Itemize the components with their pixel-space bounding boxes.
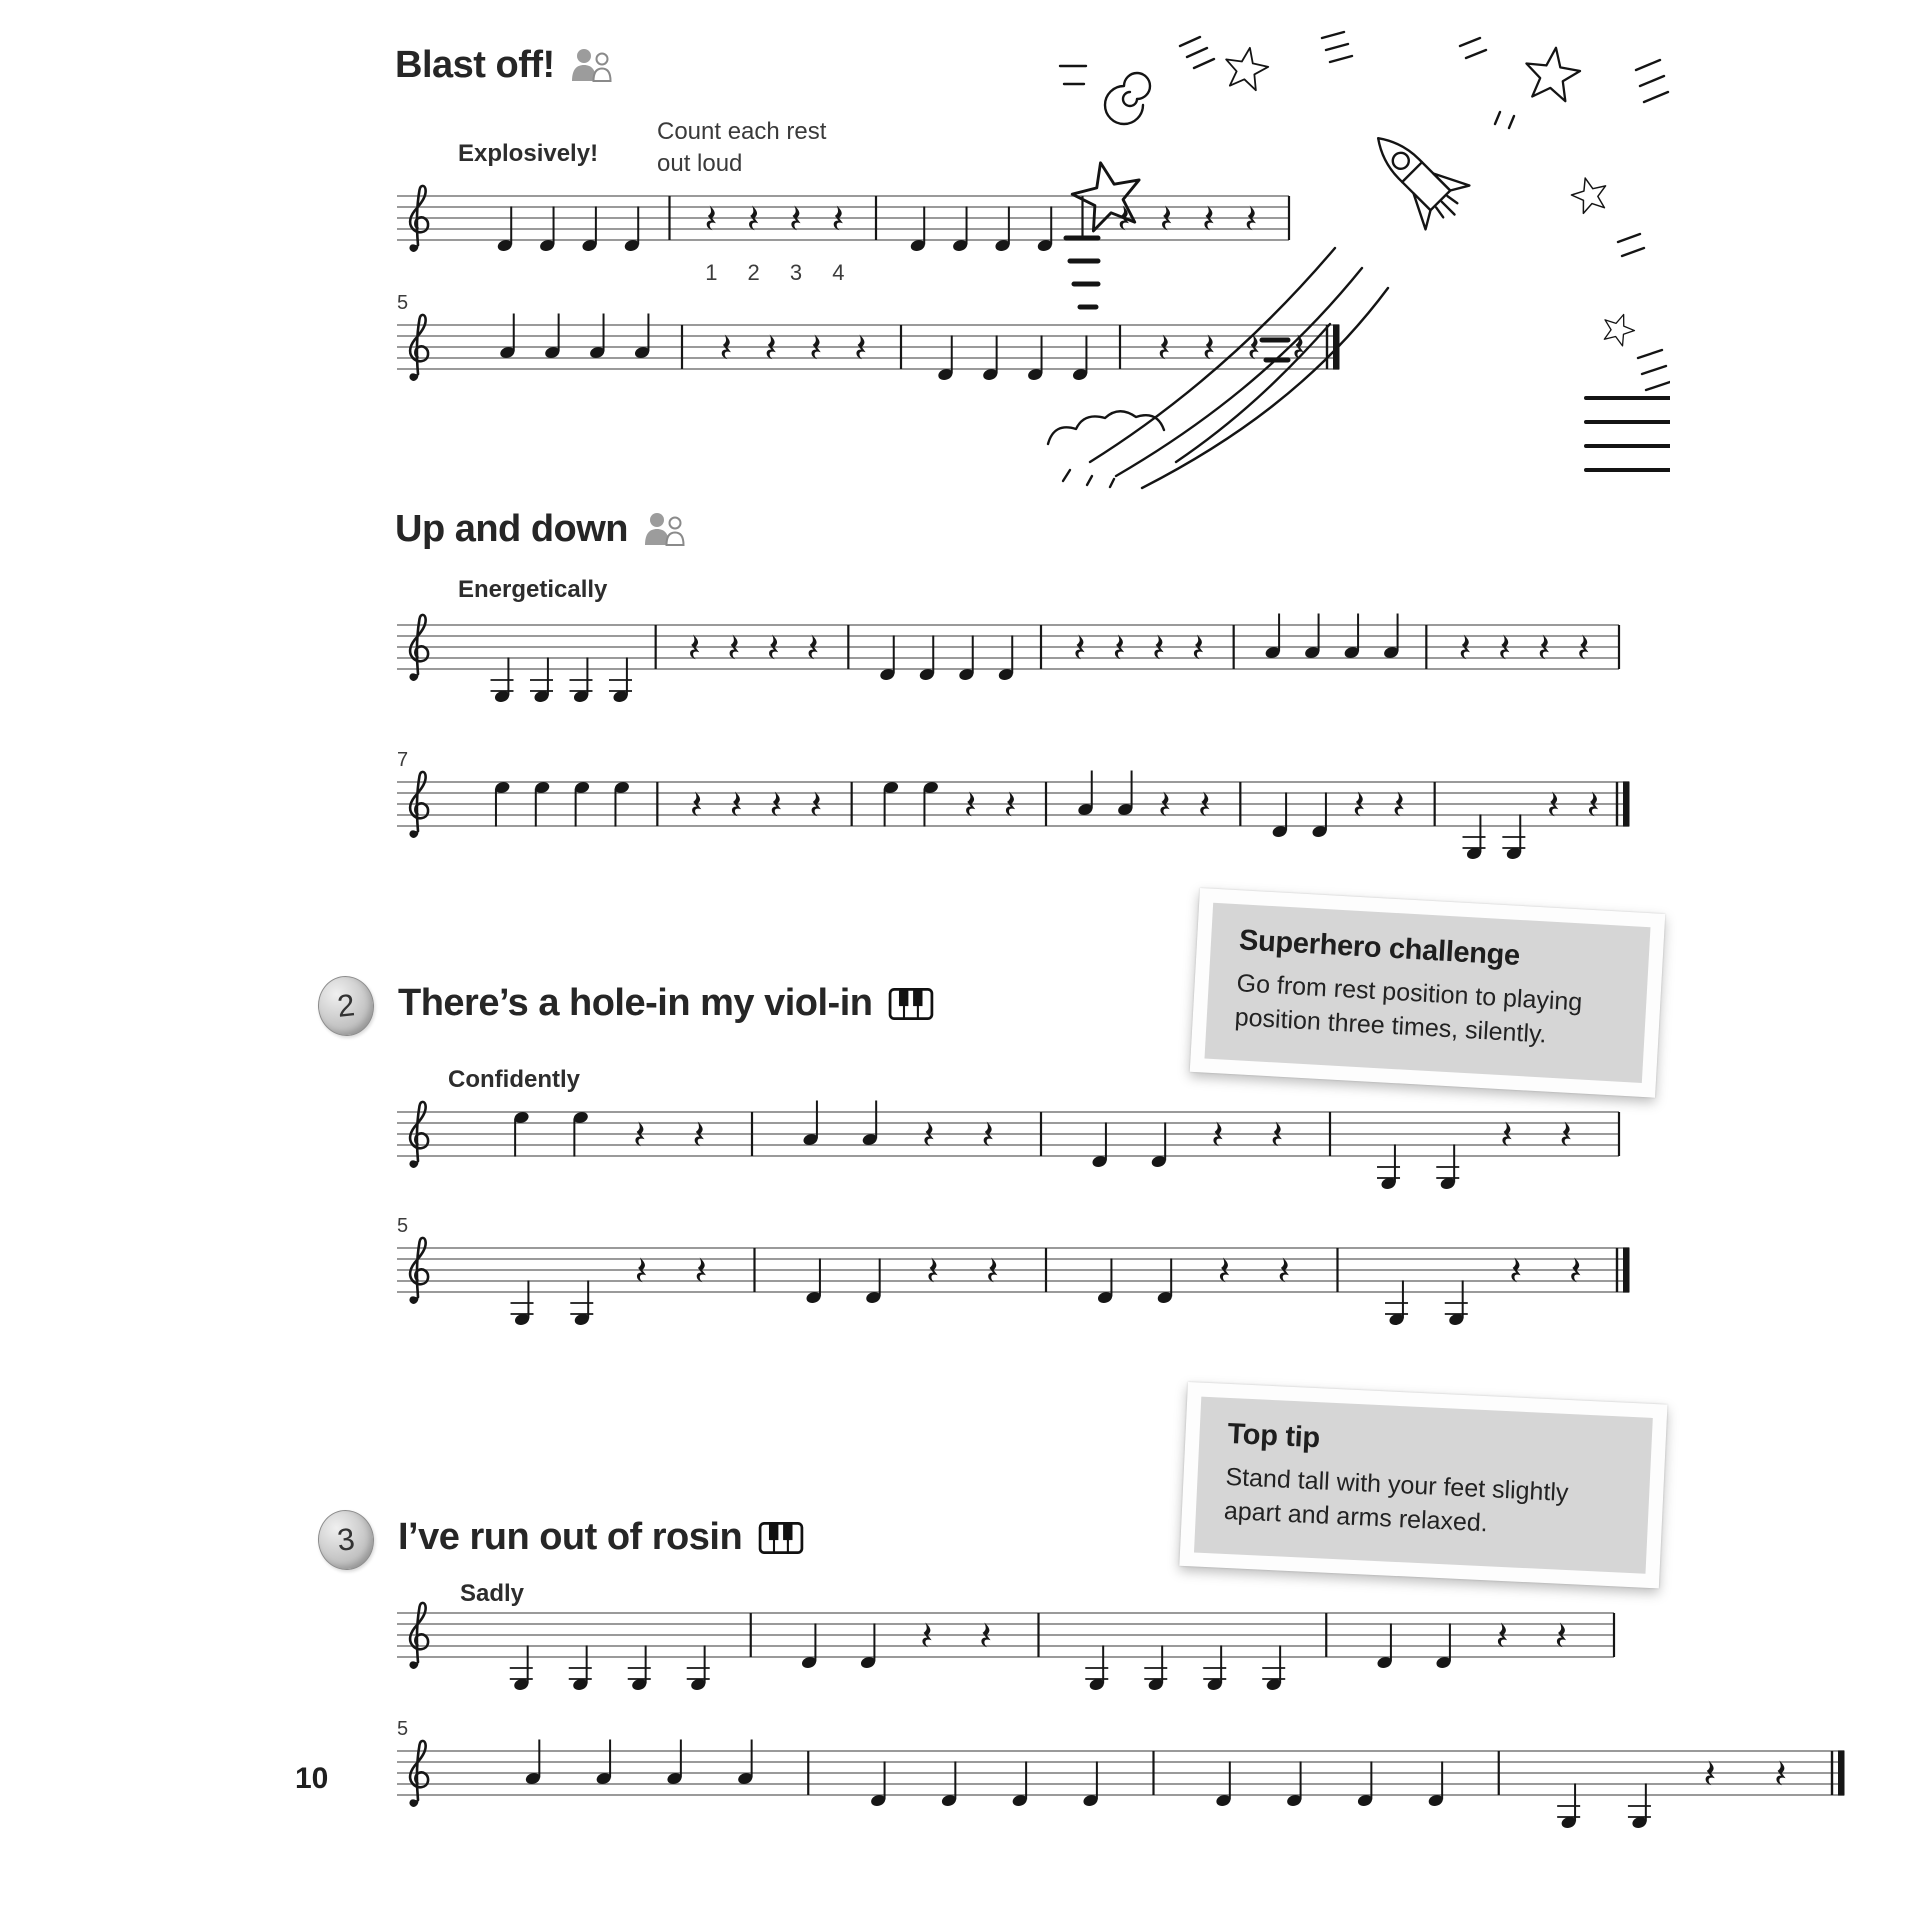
tip-title: Top tip xyxy=(1226,1417,1321,1455)
song-title-text: I’ve run out of rosin xyxy=(398,1516,743,1558)
page-number: 10 xyxy=(295,1762,329,1795)
superhero-challenge-box xyxy=(1190,888,1666,1098)
staff-system xyxy=(393,1573,1618,1723)
svg-text:5: 5 xyxy=(397,292,409,314)
top-tip-box xyxy=(1179,1382,1667,1588)
song-number-badge: 3 xyxy=(315,1507,377,1573)
song-title-up-and-down xyxy=(395,508,688,551)
song-number-badge: 2 xyxy=(315,973,377,1039)
song-title-blast-off xyxy=(395,44,615,87)
rocket-doodle xyxy=(1356,116,1476,236)
spiral-doodle xyxy=(1105,73,1150,124)
song-title-run-out-of-rosin xyxy=(398,1516,804,1559)
staff-system xyxy=(393,585,1623,735)
hatch-doodles xyxy=(1060,32,1670,390)
star-doodle xyxy=(1522,44,1583,103)
tip-body: Stand tall with your feet slightly apart and arms relaxed. xyxy=(1223,1462,1570,1537)
staff-system xyxy=(393,742,1633,892)
dash-stack-doodles xyxy=(1066,238,1670,470)
song-title-text: Up and down xyxy=(395,508,629,550)
staff-system xyxy=(393,1072,1623,1222)
svg-text:1: 1 xyxy=(705,260,718,285)
star-doodle xyxy=(1599,309,1639,348)
song-title-text: Blast off! xyxy=(395,44,555,86)
tempo-marking: Sadly xyxy=(460,1580,525,1607)
staff-system xyxy=(393,1208,1633,1358)
exhaust-trail-doodle xyxy=(1090,248,1388,488)
song-title-text: There’s a hole-in my viol-in xyxy=(398,982,873,1024)
svg-text:3: 3 xyxy=(789,260,803,285)
keyboard-icon xyxy=(758,1521,804,1555)
star-doodle xyxy=(1222,44,1271,92)
rest-annotation: Count each rest out loud xyxy=(657,118,827,178)
tip-title: Superhero challenge xyxy=(1238,924,1521,972)
svg-text:5: 5 xyxy=(397,1215,409,1237)
star-doodle xyxy=(1067,156,1147,234)
keyboard-icon xyxy=(888,987,934,1021)
svg-text:4: 4 xyxy=(832,260,845,285)
svg-text:7: 7 xyxy=(397,749,409,771)
staff-system xyxy=(393,1711,1848,1861)
duet-icon xyxy=(571,47,615,85)
rocket-doodle-illustration xyxy=(1030,30,1670,510)
tip-body: Go from rest position to playing position three times, silently. xyxy=(1234,969,1583,1049)
svg-text:5: 5 xyxy=(397,1718,409,1740)
svg-text:2: 2 xyxy=(747,260,760,285)
tempo-marking: Explosively! xyxy=(458,140,599,167)
tempo-marking: Energetically xyxy=(458,576,608,603)
tempo-marking: Confidently xyxy=(448,1066,580,1093)
star-doodle xyxy=(1568,173,1611,215)
duet-icon xyxy=(644,511,688,549)
song-title-hole-in-violin xyxy=(398,982,934,1025)
